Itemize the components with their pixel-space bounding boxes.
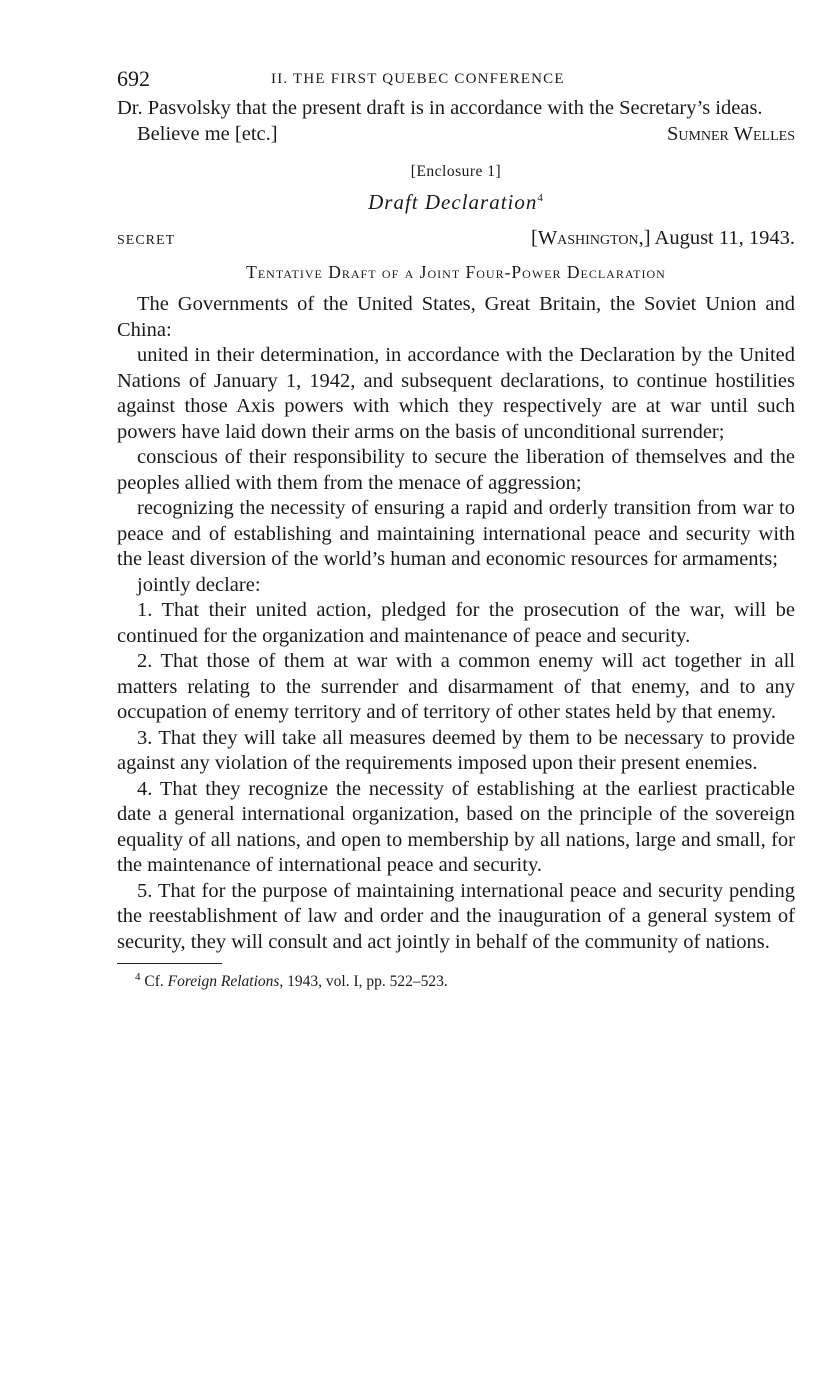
preamble: The Governments of the United States, Great Britain, the Soviet Union and China: [117, 293, 795, 341]
closing-line [117, 122, 795, 148]
footnote-number: 4 [135, 971, 141, 983]
point-3: 3. That they will take all measures deemed by them to be necessary to provide against any violation of the requirements imposed upon their present enemies. [117, 726, 795, 774]
classification-line [117, 225, 795, 254]
draft-title [117, 183, 795, 217]
point-1: 1. That their united action, pledged for the prosecution of the war, will be continued for the organization and maintenance of peace and security. [117, 599, 795, 647]
page-number: 692 [117, 66, 150, 91]
draft-title-text: Draft Declaration [368, 190, 538, 214]
closing-text: Believe me [etc.] [137, 122, 278, 145]
clause-declare: jointly declare: [137, 573, 261, 596]
carryover-paragraph: Dr. Pasvolsky that the present draft is in accordance with the Secretary’s ideas. [117, 97, 763, 119]
point-4: 4. That they recognize the necessity of establishing at the earliest practicable date a general international organization, based on the principle of the sovereign equality of all nations, and open to membership by all nations, large and small, for the maintenance of international peace and security. [117, 777, 795, 876]
footnote-title: Foreign Relations [167, 973, 280, 991]
signature: Sumner Welles [666, 122, 795, 145]
enclosure-label: [Enclosure 1] [410, 163, 502, 180]
clause-recognizing: recognizing the necessity of ensuring a rapid and orderly transition from war to peace and of establishing and maintaining international peace and security with the least diversion of the world’s human and economic resources for armaments; [117, 497, 795, 570]
footnote-ref: 4 [537, 192, 544, 204]
place-date: [Washington,] August 11, 1943. [530, 227, 795, 249]
footnote-rule [117, 963, 222, 964]
point-5: 5. That for the purpose of maintaining international peace and security pending the reestablishment of law and order and the inauguration of a general system of security, they will consult and act jointly in behalf of the community of nations. [117, 879, 795, 953]
footnote-rest: , 1943, vol. I, pp. 522–523. [279, 973, 448, 991]
running-title: II. THE FIRST QUEBEC CONFERENCE [271, 71, 565, 87]
footnote [117, 966, 795, 993]
clause-united: united in their determination, in accordance with the Declaration by the United Nations of January 1, 1942, and subsequent declarations, to continue hostilities against those Axis powers with which they respectively are at war until such powers have laid down their arms on the basis of unconditional surrender; [117, 344, 795, 443]
page-header [117, 62, 795, 96]
document-page [117, 62, 795, 993]
declaration-heading: Tentative Draft of a Joint Four-Power Declaration [246, 262, 666, 282]
footnote-prefix: Cf. [144, 973, 164, 991]
point-2: 2. That those of them at war with a common enemy will act together in all matters relating to the surrender and disarmament of that enemy, and to any occupation of enemy territory and of territory of other states held by that enemy. [117, 650, 795, 723]
classification: SECRET [117, 233, 176, 248]
clause-conscious: conscious of their responsibility to secure the liberation of themselves and the peoples allied with them from the menace of aggression; [117, 446, 795, 494]
